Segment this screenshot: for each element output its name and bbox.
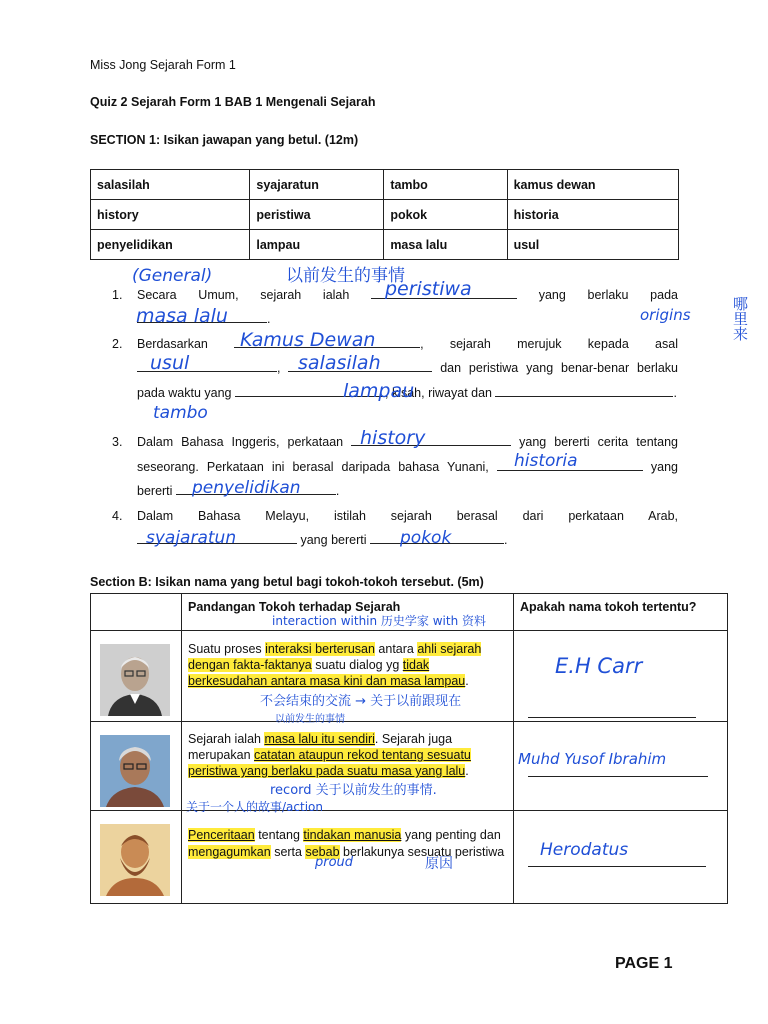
handwritten-answer: penyelidikan bbox=[192, 478, 301, 498]
word-cell: historia bbox=[507, 200, 678, 230]
question-text: . bbox=[335, 484, 340, 498]
quote-text: antara bbox=[378, 642, 414, 656]
teacher-line: Miss Jong Sejarah Form 1 bbox=[90, 58, 236, 72]
handwritten-note: 以前发生的事情 bbox=[286, 266, 405, 286]
word-cell: masa lalu bbox=[384, 230, 507, 260]
handwritten-answer: pokok bbox=[400, 528, 452, 548]
highlighted-text: interaksi berterusan bbox=[265, 642, 375, 656]
handwritten-side-note: 哪里来 bbox=[731, 296, 749, 341]
answer-line bbox=[528, 717, 696, 718]
question-text: yang berlaku pada bbox=[538, 288, 678, 302]
handwritten-answer: Kamus Dewan bbox=[240, 329, 376, 351]
handwritten-note: proud bbox=[315, 855, 354, 870]
handwritten-answer: peristiwa bbox=[385, 278, 472, 300]
question-number: 4. bbox=[112, 509, 123, 523]
word-cell: kamus dewan bbox=[507, 170, 678, 200]
column-header: Pandangan Tokoh terhadap Sejarah bbox=[182, 594, 514, 631]
portrait-cell bbox=[91, 631, 182, 722]
word-cell: salasilah bbox=[91, 170, 250, 200]
highlighted-text: catatan ataupun rekod tentang sesuatu peristiwa yang berlaku pada suatu masa yang lalu bbox=[188, 748, 471, 778]
sectionB-title: Section B: Isikan nama yang betul bagi tokoh-tokoh tersebut. (5m) bbox=[90, 575, 484, 589]
question-number: 3. bbox=[112, 435, 123, 449]
section1-title: SECTION 1: Isikan jawapan yang betul. (12m) bbox=[90, 133, 359, 147]
question-number: 2. bbox=[112, 337, 123, 351]
answer-line bbox=[528, 866, 706, 867]
highlighted-text: Penceritaan bbox=[188, 828, 255, 842]
quote-text: Suatu proses bbox=[188, 642, 262, 656]
handwritten-answer: tambo bbox=[153, 403, 208, 423]
quote-text: serta bbox=[274, 845, 302, 859]
handwritten-answer: masa lalu bbox=[136, 305, 228, 327]
question-text: Secara Umum, sejarah ialah bbox=[137, 288, 350, 302]
question-text: yang bererti bbox=[137, 459, 679, 498]
table-row bbox=[91, 170, 679, 200]
column-header: Apakah nama tokoh tertentu? bbox=[514, 594, 728, 631]
handwritten-answer: E.H Carr bbox=[555, 654, 643, 678]
handwritten-answer: lampau bbox=[343, 380, 415, 402]
quote-text: berlakunya sesuatu peristiwa bbox=[343, 845, 505, 859]
word-cell: usul bbox=[507, 230, 678, 260]
quote-text: tentang bbox=[258, 828, 300, 842]
highlighted-text: sebab bbox=[305, 845, 340, 859]
highlighted-text: tidak berkesudahan antara masa kini dan masa lampau bbox=[188, 658, 466, 688]
handwritten-note: 关于一个人的故事/action bbox=[186, 800, 323, 814]
portrait-cell bbox=[91, 722, 182, 811]
table-header-empty bbox=[91, 594, 182, 631]
question-text: . bbox=[267, 312, 271, 326]
question-text: . bbox=[673, 385, 677, 400]
question-number: 1. bbox=[112, 288, 123, 302]
word-bank-table bbox=[90, 169, 679, 260]
highlighted-text: ahli sejarah dengan fakta-faktanya bbox=[188, 642, 482, 672]
question-text: Dalam Bahasa Inggeris, perkataan bbox=[137, 435, 344, 449]
handwritten-answer: history bbox=[360, 427, 426, 449]
quote-text: yang penting dan bbox=[404, 828, 501, 842]
handwritten-note: 不会结束的交流 → 关于以前跟现在 bbox=[260, 694, 462, 709]
handwritten-note: record 关于以前发生的事情. bbox=[270, 783, 437, 798]
word-cell: peristiwa bbox=[250, 200, 384, 230]
handwritten-answer: usul bbox=[150, 352, 190, 374]
question-text: , kisah, riwayat dan bbox=[385, 385, 492, 400]
question-text: Berdasarkan bbox=[137, 337, 208, 351]
word-cell: pokok bbox=[384, 200, 507, 230]
page-number: PAGE 1 bbox=[615, 955, 673, 972]
quote-text: . bbox=[465, 674, 469, 688]
handwritten-answer: syajaratun bbox=[146, 528, 237, 548]
question-text: Dalam Bahasa Melayu, istilah sejarah berasal dari perkataan Arab, bbox=[137, 509, 678, 523]
table-row bbox=[91, 811, 728, 904]
portrait-herodotus bbox=[100, 824, 170, 896]
word-cell: tambo bbox=[384, 170, 507, 200]
handwritten-general: (General) bbox=[132, 266, 213, 286]
question-text: dan peristiwa yang benar-benar berlaku pada waktu yang bbox=[137, 361, 678, 400]
quote-text: . Sejarah juga merupakan bbox=[188, 732, 453, 762]
handwritten-answer: Muhd Yusof Ibrahim bbox=[518, 750, 667, 768]
question-text: yang bererti bbox=[300, 533, 367, 547]
handwritten-answer: salasilah bbox=[298, 352, 381, 374]
word-cell: penyelidikan bbox=[91, 230, 250, 260]
question-text: . bbox=[503, 533, 508, 547]
portrait-cell bbox=[91, 811, 182, 904]
portrait-carr bbox=[100, 644, 170, 716]
handwritten-answer: Herodatus bbox=[540, 840, 629, 860]
highlighted-text: masa lalu itu sendiri bbox=[264, 732, 375, 746]
quote-text: . bbox=[465, 764, 469, 778]
answer-blank[interactable] bbox=[495, 382, 673, 397]
table-row bbox=[91, 230, 679, 260]
tokoh-table bbox=[90, 593, 728, 904]
handwritten-origins: origins bbox=[640, 306, 691, 324]
table-row bbox=[91, 200, 679, 230]
answer-line bbox=[528, 776, 708, 777]
handwritten-note: 原因 bbox=[425, 856, 453, 872]
handwritten-answer: historia bbox=[514, 451, 578, 471]
handwritten-note: 以前发生的事情 bbox=[275, 714, 345, 725]
highlighted-text: tindakan manusia bbox=[303, 828, 402, 842]
quiz-title: Quiz 2 Sejarah Form 1 BAB 1 Mengenali Sejarah bbox=[90, 95, 376, 109]
highlighted-text: mengagumkan bbox=[188, 845, 271, 859]
question-text: , bbox=[277, 361, 281, 375]
quote-text: suatu dialog yg bbox=[315, 658, 400, 672]
quote-text: Sejarah ialah bbox=[188, 732, 261, 746]
portrait-yusof bbox=[100, 735, 170, 807]
word-cell: syajaratun bbox=[250, 170, 384, 200]
handwritten-note: interaction within 历史学家 with 资料 bbox=[272, 614, 487, 628]
word-cell: history bbox=[91, 200, 250, 230]
word-cell: lampau bbox=[250, 230, 384, 260]
question-text: yang bererti cerita tentang seseorang. Perkataan ini berasal daripada bahasa Yunani, bbox=[137, 435, 678, 474]
question-text: , sejarah merujuk kepada asal bbox=[420, 337, 678, 351]
